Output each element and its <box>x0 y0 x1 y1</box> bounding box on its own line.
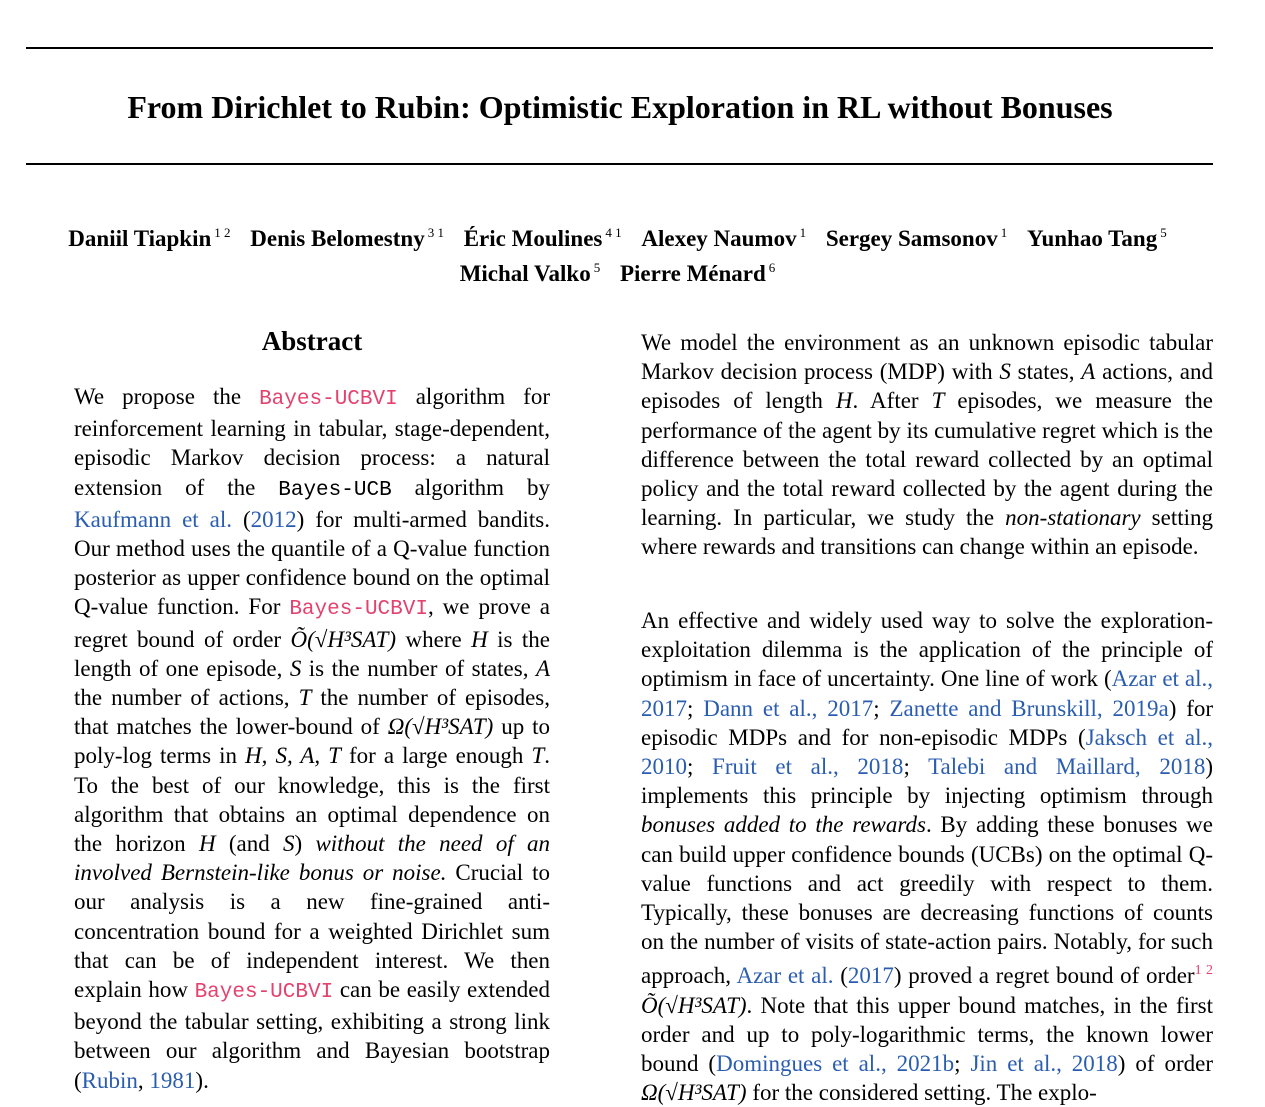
algorithm-name[interactable]: Bayes-UCBVI <box>194 981 334 1005</box>
math: Ω(√H³SAT) <box>641 1080 747 1106</box>
citation-link[interactable]: Rubin <box>81 1067 138 1093</box>
citation-link[interactable]: Fruit et al., 2018 <box>712 754 904 780</box>
citation-link[interactable]: Kaufmann et al. <box>74 506 233 532</box>
algorithm-name: Bayes-UCB <box>278 478 392 502</box>
citation-link[interactable]: Zanette and Brunskill, 2019a <box>889 695 1169 721</box>
title-bottom-rule <box>26 163 1213 165</box>
author: Éric Moulines $^{4 1}$ <box>463 225 622 251</box>
footnote-marker[interactable]: 1 2 <box>1194 963 1214 979</box>
author: Michal Valko $^5$ <box>459 260 601 286</box>
intro-paragraph-2: An effective and widely used way to solve the exploration-exploitation dilemma is the application of the principle of optimism in face of uncertainty. One line of work (Azar et al., 2017; Dann et al., 2017; Zanette and Brunskill, 2019a) for episodic MDPs and for non-episodic MDPs (Jaksch et al., 2010; Fruit et al., 2018; Talebi and Maillard, 2018) implements this principle by injecting optimism through bonuses added to the rewards. By adding these bonuses we can build upper confidence bounds (UCBs) on the optimal Q-value functions and act greedily with respect to them. Typically, these bonuses are decreasing functions of counts on the number of visits of state-action pairs. Notably, for such approach, Azar et al. (2017) proved a regret bound of order$^{1 2}$ Õ(√H³SAT). Note that this upper bound matches, in the first order and up to poly-logarithmic terms, the known lower bound (Domingues et al., 2021b; Jin et al., 2018) of order Ω(√H³SAT) for the considered setting. The explo- <box>641 608 1214 1106</box>
intro-paragraph-1: We model the environment as an unknown episodic tabular Markov decision process (MDP) with S states, A actions, and episodes of length H. After T episodes, we measure the performance of the agent by its cumulative regret which is the difference between the total reward collected by an optimal policy and the total reward collected by the agent during the learning. In particular, we study the non-stationary setting where rewards and transitions can change within an episode. <box>641 330 1213 560</box>
top-rule <box>26 47 1213 49</box>
abstract-body: We propose the Bayes-UCBVI algorithm for reinforcement learning in tabular, stage-dependent, episodic Markov decision process: a natural extension of the Bayes-UCB algorithm by Kaufmann et al. (2012) for multi-armed bandits. Our method uses the quantile of a Q-value function posterior as upper confidence bound on the optimal Q-value function. For Bayes-UCBVI, we prove a regret bound of order Õ(√H³SAT) where H is the length of one episode, S is the number of states, A the number of actions, T the number of episodes, that matches the lower-bound of Ω(√H³SAT) up to poly-log terms in H, S, A, T for a large enough T. To the best of our knowledge, this is the first algorithm that obtains an optimal dependence on the horizon H (and S) without the need of an involved Bernstein-like bonus or noise. Crucial to our analysis is a new fine-grained anti-concentration bound for a weighted Dirichlet sum that can be of independent interest. We then explain how Bayes-UCBVI can be easily extended beyond the tabular setting, exhibiting a strong link between our algorithm and Bayesian bootstrap (Rubin, 1981). <box>74 384 551 1093</box>
abstract-heading: Abstract <box>261 326 363 356</box>
paper-title: From Dirichlet to Rubin: Optimistic Exploration in RL without Bonuses <box>127 89 1113 125</box>
citation-link[interactable]: Jin et al., 2018 <box>970 1051 1118 1077</box>
author: Denis Belomestny $^{3 1}$ <box>250 225 444 251</box>
math: Ω(√H³SAT) <box>387 714 494 740</box>
author: Sergey Samsonov $^1$ <box>825 225 1008 251</box>
math: Õ(√H³SAT) <box>641 992 747 1018</box>
author: Daniil Tiapkin $^{1 2}$ <box>68 225 231 251</box>
citation-link[interactable]: Azar et al. <box>736 963 834 989</box>
author: Yunhao Tang $^5$ <box>1026 225 1167 251</box>
citation-link[interactable]: Talebi and Maillard, 2018 <box>928 754 1206 780</box>
algorithm-name[interactable]: Bayes-UCBVI <box>259 388 398 411</box>
citation-link[interactable]: Dann et al., 2017 <box>703 695 874 721</box>
author-list <box>0 218 1235 288</box>
algorithm-name[interactable]: Bayes-UCBVI <box>289 598 428 622</box>
citation-link[interactable]: Azar et al., 2017 <box>641 666 1213 721</box>
citation-link[interactable]: 1981 <box>149 1067 196 1093</box>
author: Pierre Ménard $^6$ <box>619 260 776 286</box>
math: Õ(√H³SAT) <box>290 626 397 652</box>
citation-link[interactable]: Jaksch et al., 2010 <box>641 724 1214 780</box>
citation-link[interactable]: Domingues et al., 2021b <box>716 1051 955 1077</box>
citation-link[interactable]: 2017 <box>847 963 894 989</box>
citation-link[interactable]: 2012 <box>250 506 297 532</box>
author: Alexey Naumov $^1$ <box>641 225 807 251</box>
